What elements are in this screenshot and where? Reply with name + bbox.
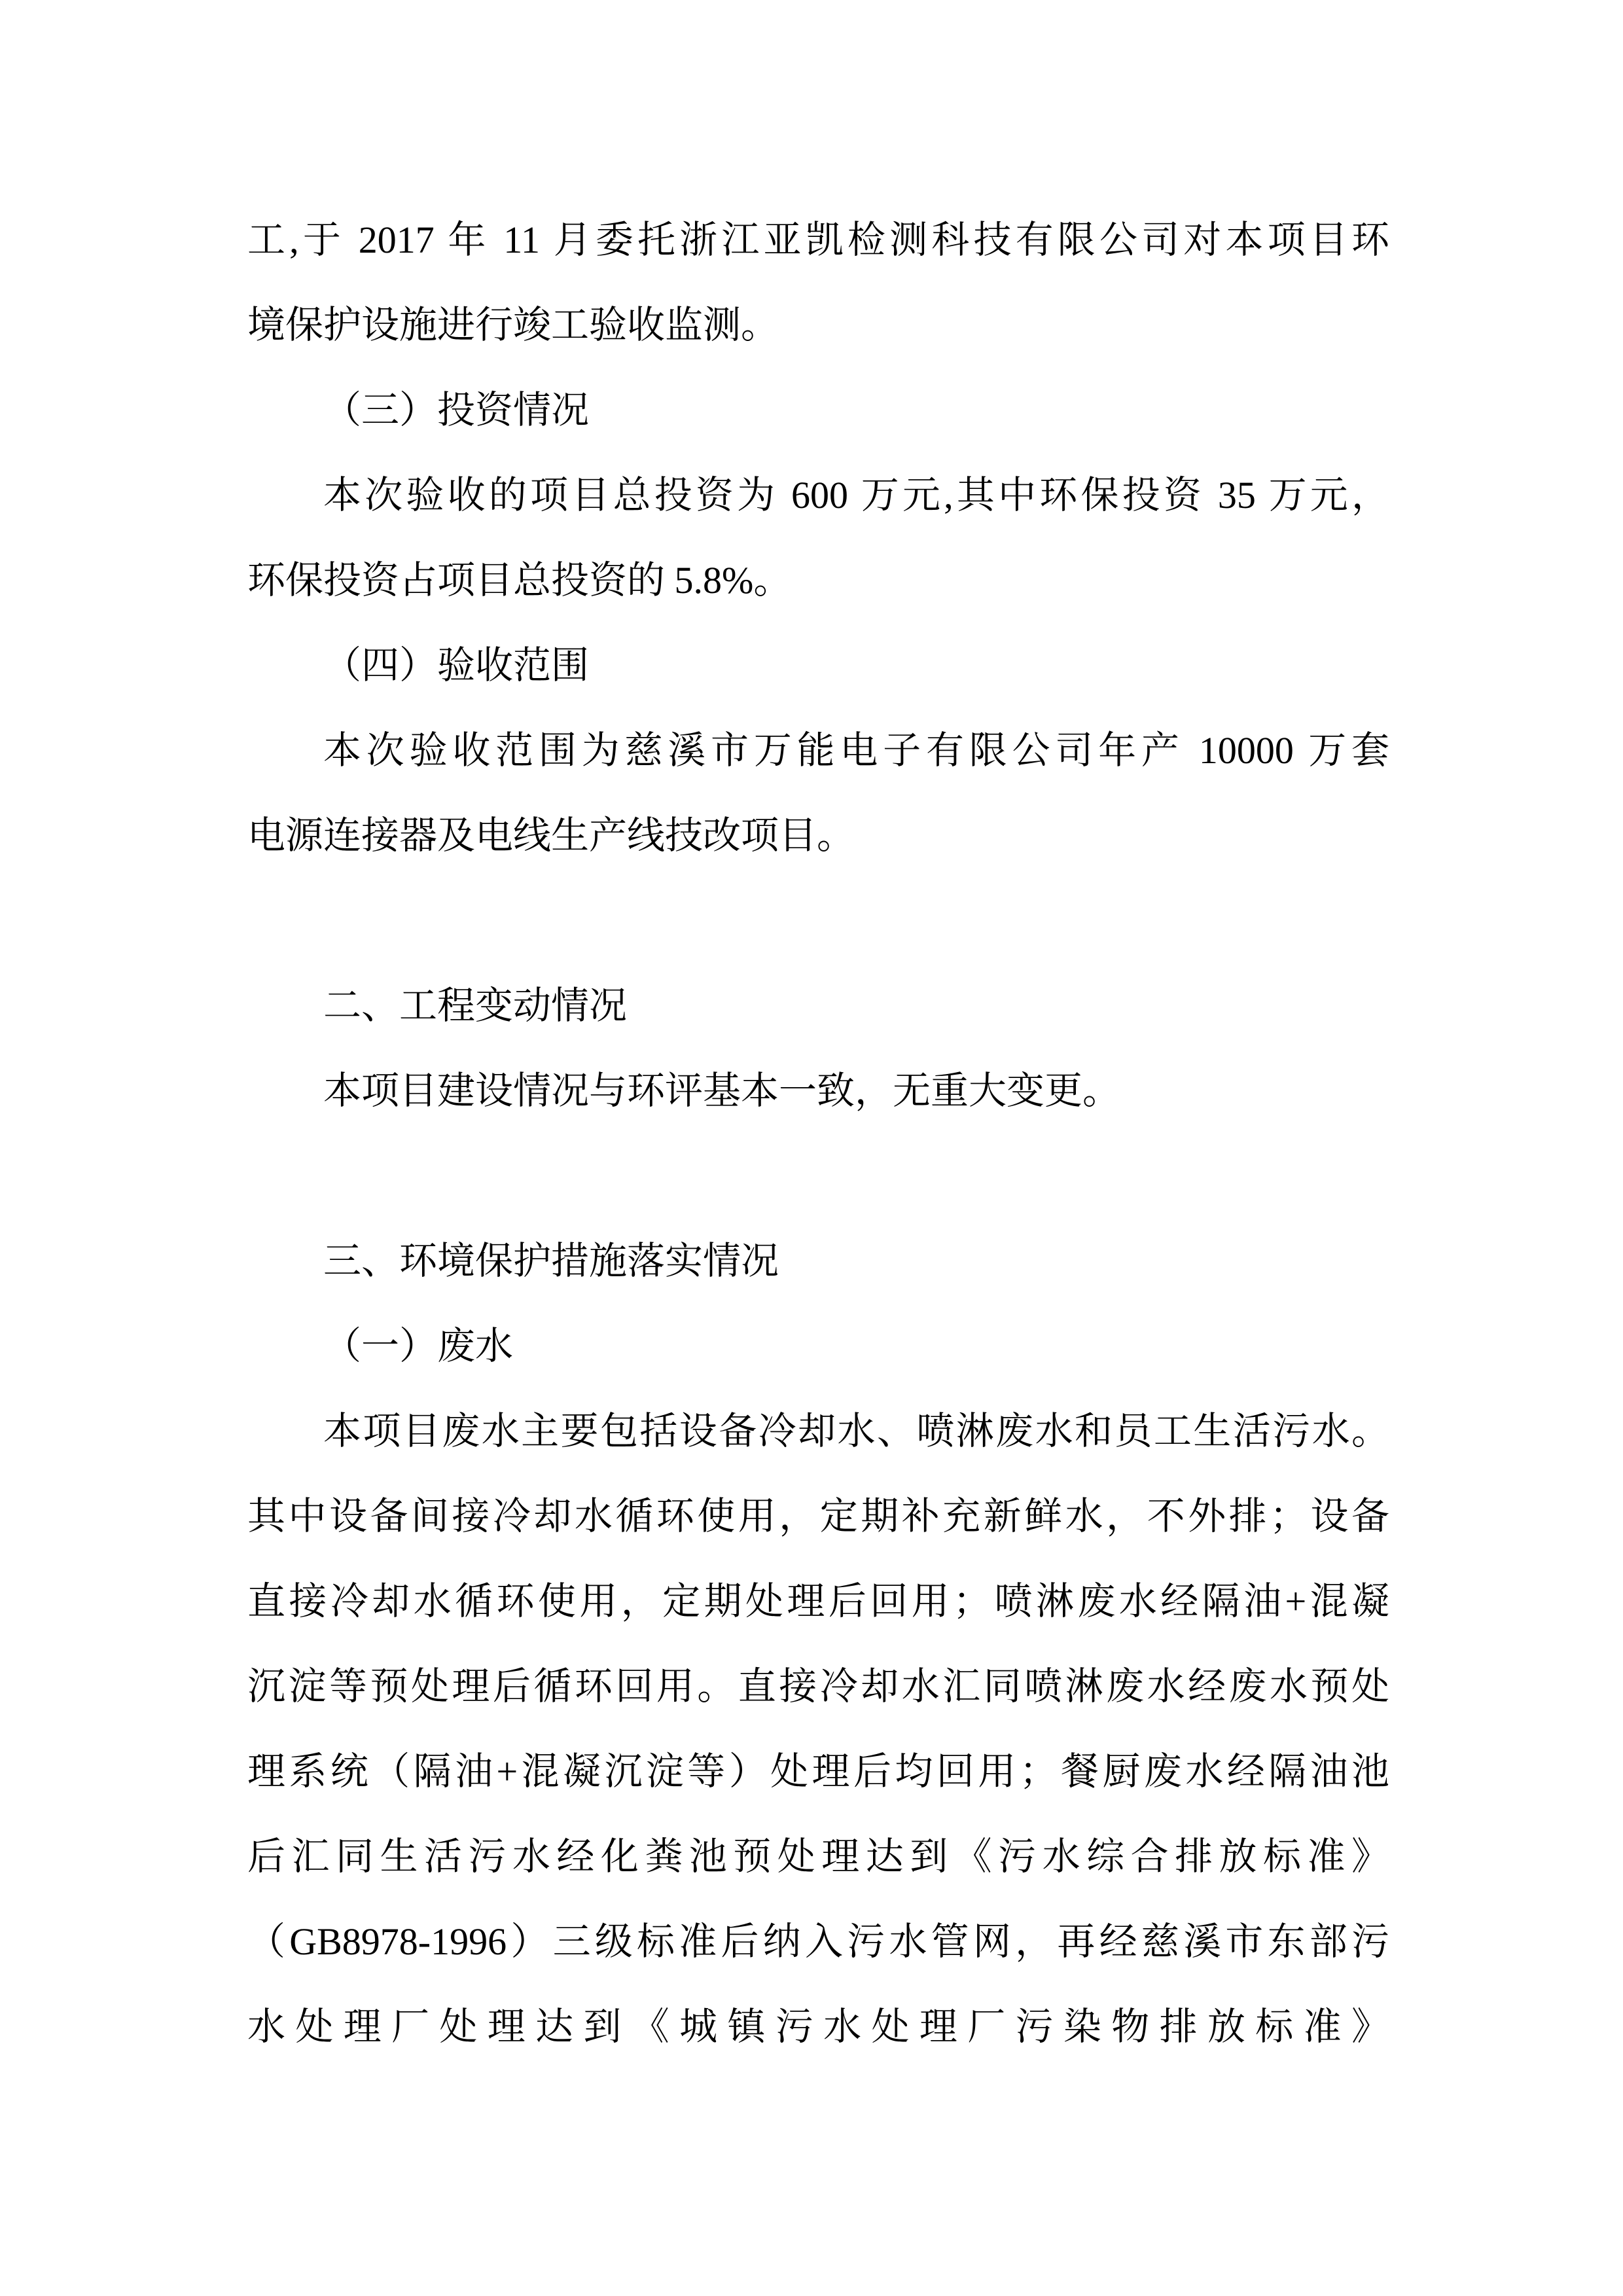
text-line: 本项目建设情况与环评基本一致，无重大变更。: [323, 1069, 1121, 1112]
text-line: （四）验收范围: [323, 644, 590, 687]
blank-line: [247, 1134, 1389, 1219]
text-line: 二、工程变动情况: [323, 984, 628, 1027]
blank-line: [247, 878, 1389, 963]
text-line: （三）投资情况: [323, 389, 590, 431]
text-line: 工,于 2017 年 11 月委托浙江亚凯检测科技有限公司对本项目环: [247, 219, 1389, 261]
text-line: 理系统（隔油+混凝沉淀等）处理后均回用；餐厨废水经隔油池: [247, 1750, 1389, 1793]
text-line: 三、环境保护措施落实情况: [323, 1240, 779, 1282]
text-line: 环保投资占项目总投资的 5.8%。: [247, 559, 792, 601]
document-body: [247, 198, 1389, 2070]
text-line: 其中设备间接冷却水循环使用，定期补充新鲜水，不外排；设备: [247, 1495, 1389, 1537]
text-line: （一）废水: [323, 1325, 514, 1367]
text-line: （GB8978-1996）三级标准后纳入污水管网，再经慈溪市东部污: [247, 1920, 1389, 1963]
text-line: 电源连接器及电线生产线技改项目。: [247, 814, 855, 857]
text-line: 本项目废水主要包括设备冷却水、喷淋废水和员工生活污水。: [323, 1410, 1389, 1452]
text-line: 境保护设施进行竣工验收监测。: [247, 304, 779, 346]
text-line: 直接冷却水循环使用，定期处理后回用；喷淋废水经隔油+混凝: [247, 1580, 1389, 1623]
text-line: 本次验收范围为慈溪市万能电子有限公司年产 10000 万套: [323, 729, 1389, 772]
text-line: 水处理厂处理达到《城镇污水处理厂污染物排放标准》: [247, 2005, 1389, 2048]
text-line: 沉淀等预处理后循环回用。直接冷却水汇同喷淋废水经废水预处: [247, 1665, 1389, 1708]
text-line: 本次验收的项目总投资为 600 万元,其中环保投资 35 万元，: [323, 474, 1389, 516]
text-line: 后汇同生活污水经化粪池预处理达到《污水综合排放标准》: [247, 1835, 1389, 1878]
